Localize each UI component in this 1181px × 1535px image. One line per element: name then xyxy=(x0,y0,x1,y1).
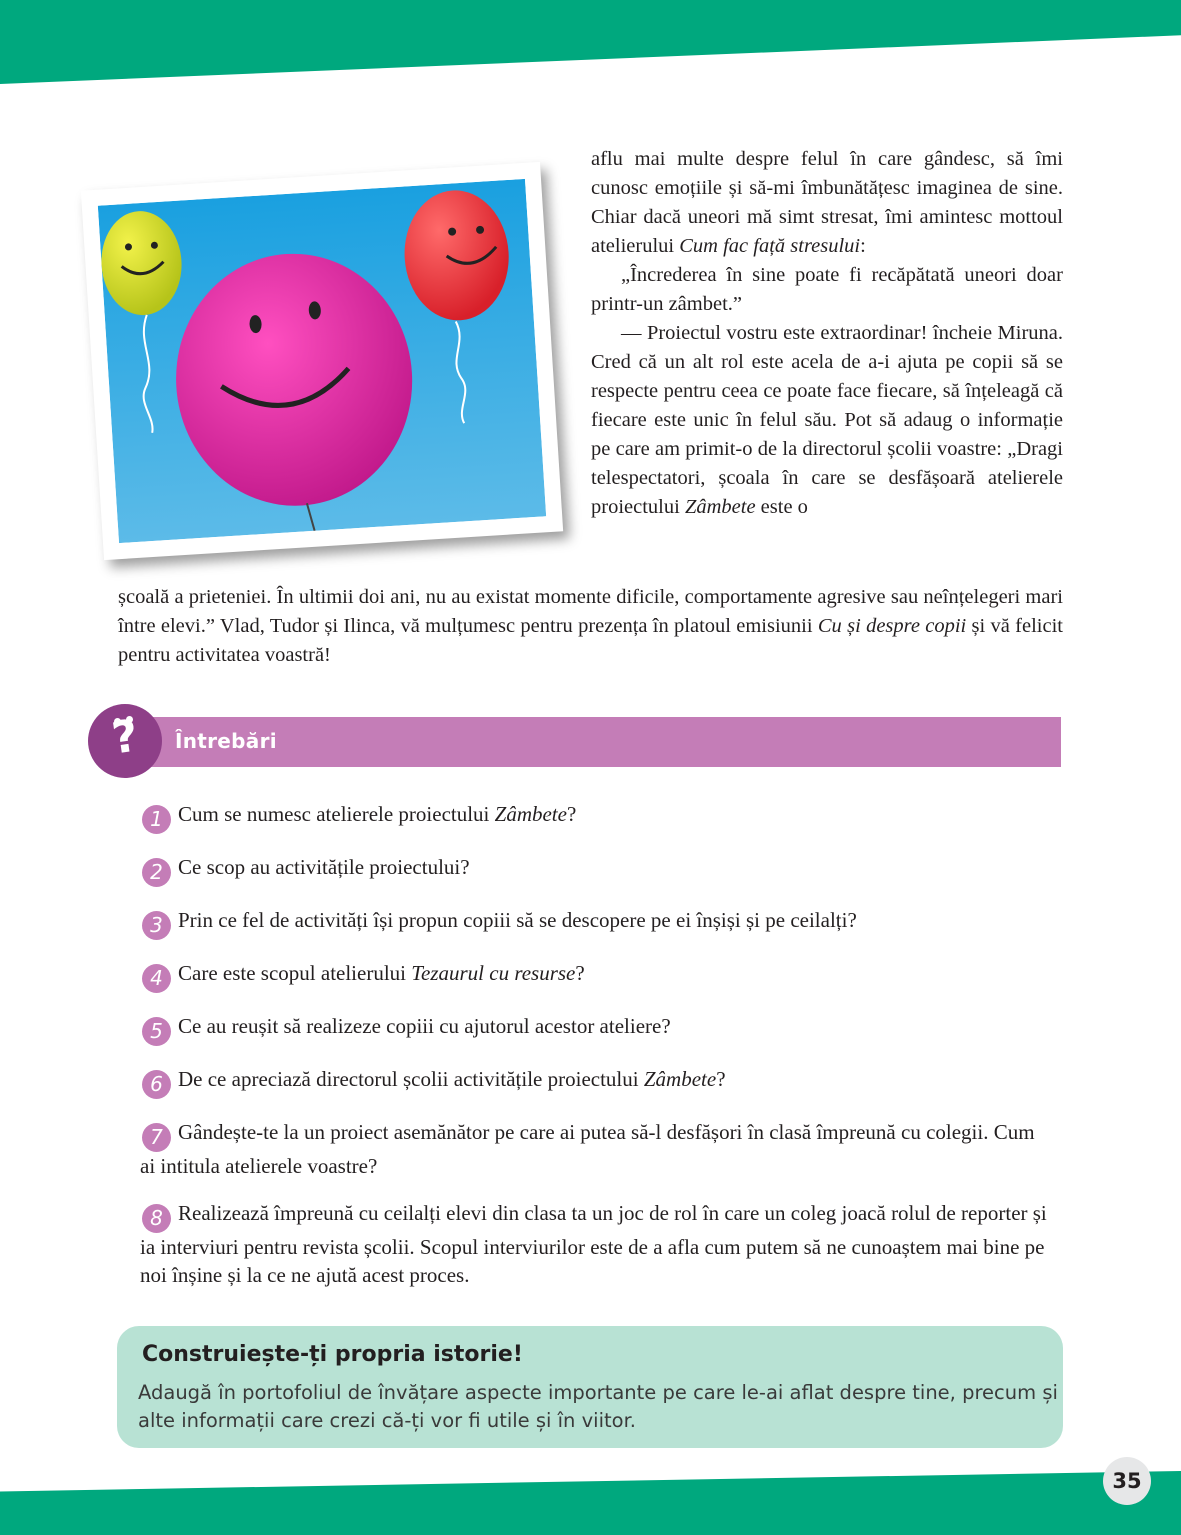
portfolio-tip-title: Construiește-ți propria istorie! xyxy=(142,1342,523,1367)
bottom-decorative-band xyxy=(0,1471,1181,1535)
question-item: 2 Ce scop au activitățile proiectului? xyxy=(140,853,1070,887)
top-decorative-band xyxy=(0,0,1181,84)
question-number-badge: 8 xyxy=(142,1204,171,1233)
question-item: 1 Cum se numesc atelierele proiectului Zâmbete? xyxy=(140,800,1070,834)
question-number-badge: 3 xyxy=(142,911,171,940)
question-number-badge: 2 xyxy=(142,858,171,887)
balloons-photo xyxy=(81,162,563,560)
page-number: 35 xyxy=(1103,1457,1151,1505)
question-number-badge: 5 xyxy=(142,1017,171,1046)
question-item: 4 Care este scopul atelierului Tezaurul cu resurse? xyxy=(140,959,1070,993)
question-item: 8 Realizează împreună cu ceilalți elevi din clasa ta un joc de rol în care un coleg joacă rolul de reporter și ia interviuri pentru revista școlii. Scopul interviurilor este de a afla cum putem să ne cunoaștem mai bine pe noi înșine și la ce ne ajută acest proces. xyxy=(140,1201,1047,1287)
question-number-badge: 7 xyxy=(142,1123,171,1152)
portfolio-tip-text: Adaugă în portofoliul de învățare aspecte importante pe care le-ai aflat despre tine, precum și alte informații care crezi că-ți vor fi utile și în viitor. xyxy=(138,1381,1058,1432)
story-text-full-width: școală a prieteniei. În ultimii doi ani, nu au existat momente dificile, comportamente agresive sau neînțelegeri mari între elevi.” Vlad, Tudor și Ilinca, vă mulțumesc pentru prezența în platoul emisiunii Cu și despre copii și vă felicit pentru activitatea voastră! xyxy=(118,586,1063,666)
question-number-badge: 4 xyxy=(142,964,171,993)
question-item: 6 De ce apreciază directorul școlii activitățile proiectului Zâmbete? xyxy=(140,1065,1070,1099)
question-item: 3 Prin ce fel de activități își propun copiii să se descopere pe ei înșiși și pe ceilalți? xyxy=(140,906,1070,940)
question-number-badge: 1 xyxy=(142,805,171,834)
questions-title: Întrebări xyxy=(175,729,277,753)
story-text-right-column: aflu mai multe despre felul în care gândesc, să îmi cunosc emoțiile și să-mi îmbunătățesc imaginea de sine. Chiar dacă uneori mă simt stresat, îmi amintesc mottoul atelierului Cum fac față stresului: „Încrederea în sine poate fi recăpătată uneori doar printr-un zâmbet.” — Proiectul vostru este extraordinar! încheie Miruna. Cred că un alt rol este acela de a-i ajuta pe copii să se respecte pentru ceea ce poate face fiecare, să înțeleagă că fiecare este unic în felul său. Pot să adaug o informație pe care am primit-o de la directorul școlii voastre: „Dragi telespectatori, școala în care se desfășoară atelierele proiectului Zâmbete este o xyxy=(591,148,1063,518)
question-item: 7 Gândește-te la un proiect asemănător pe care ai putea să-l desfășori în clasă împreună cu colegii. Cum ai intitula atelierele voastre? xyxy=(140,1120,1035,1178)
question-number-badge: 6 xyxy=(142,1070,171,1099)
questions-list xyxy=(140,800,1070,1289)
question-item: 5 Ce au reușit să realizeze copiii cu ajutorul acestor ateliere? xyxy=(140,1012,1070,1046)
question-mark-icon: ? xyxy=(88,704,162,778)
